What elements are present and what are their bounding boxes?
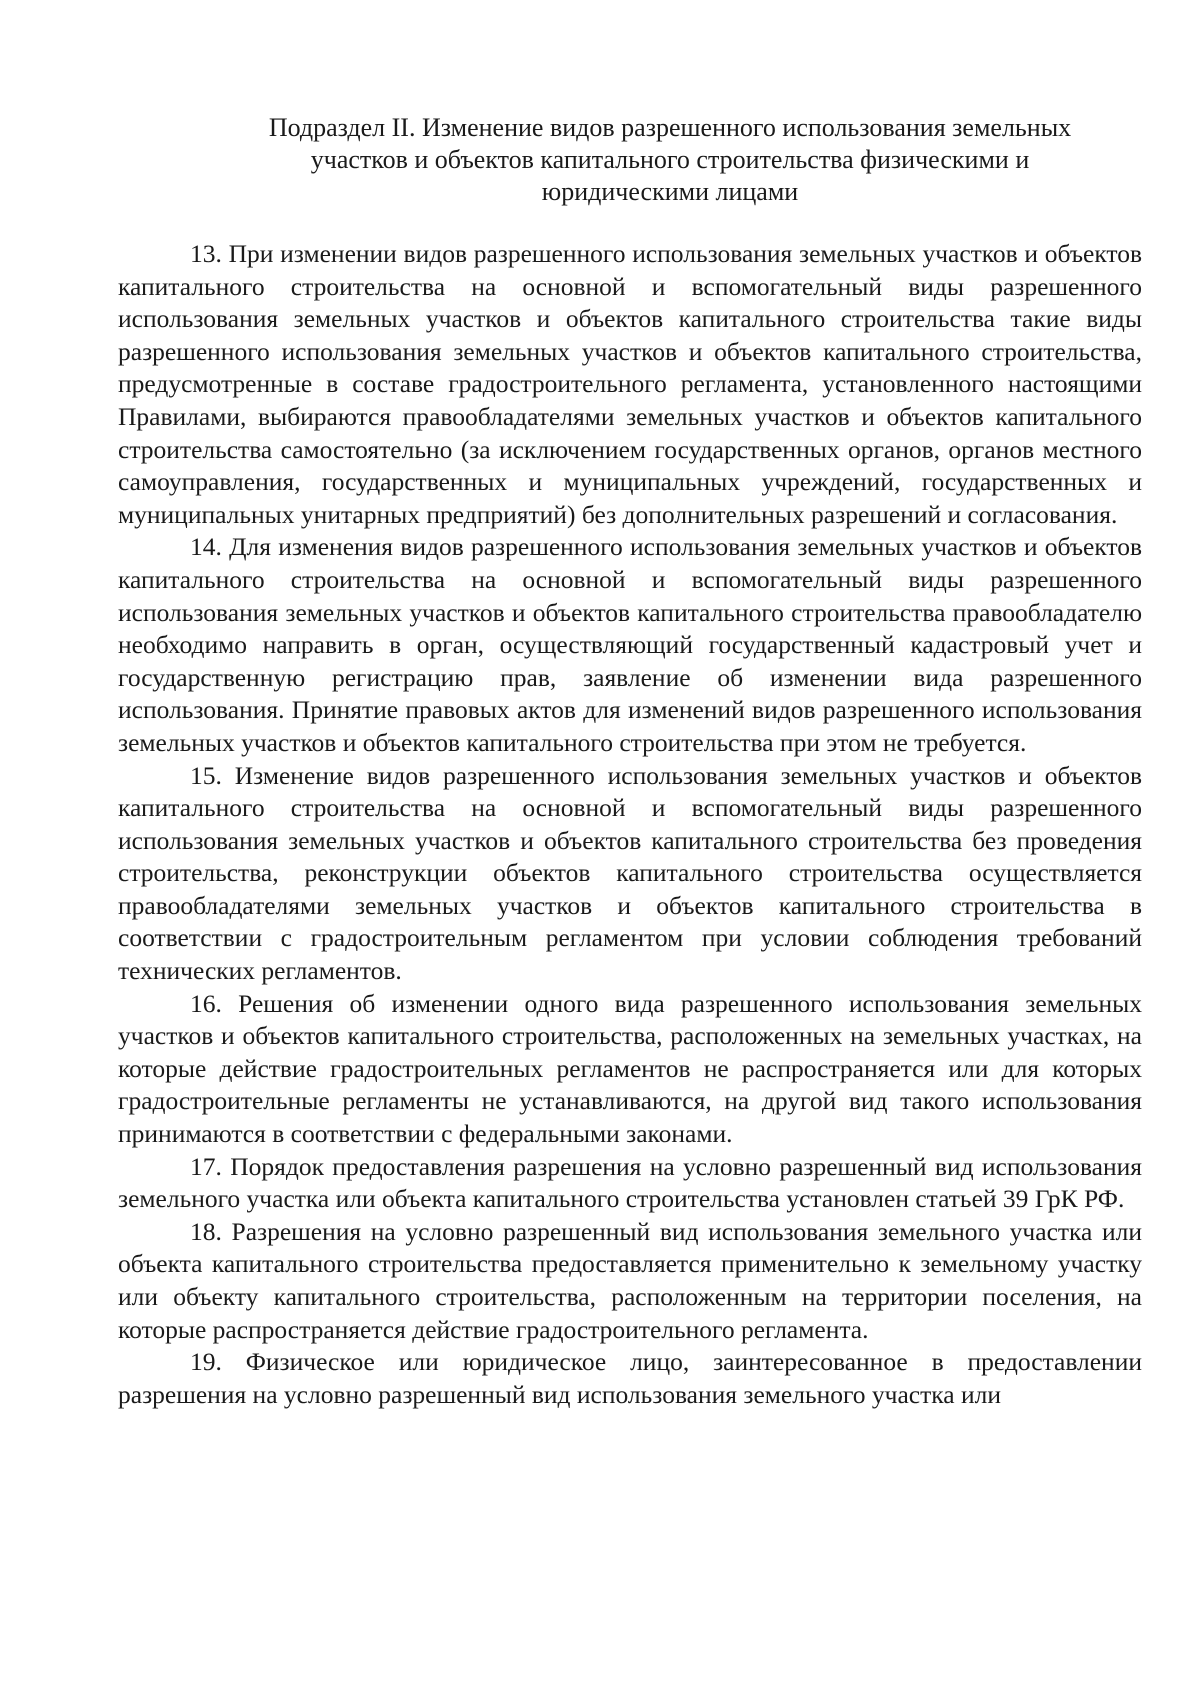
paragraph-18: 18. Разрешения на условно разрешенный вид использования земельного участка или объекта капитального строительства предоставляется применительно к земельному участку или объекту капитального строительства, расположенным на территории поселения, на которые распространяется действие градостроительного регламента. <box>118 1216 1142 1344</box>
heading-line-2: участков и объектов капитального строительства физическими и <box>310 145 1030 174</box>
paragraph-16: 16. Решения об изменении одного вида разрешенного использования земельных участков и объектов капитального строительства, расположенных на земельных участках, на которые действие градостроительных регламентов не распространяется или для которых градостроительные регламенты не устанавливаются, на другой вид такого использования принимаются в соответствии с федеральными законами. <box>118 988 1142 1149</box>
heading-line-1: Подраздел II. Изменение видов разрешенного использования земельных <box>268 113 1072 142</box>
paragraph-19: 19. Физическое или юридическое лицо, заинтересованное в предоставлении разрешения на условно разрешенный вид использования земельного участка или <box>118 1347 1142 1409</box>
paragraph-14: 14. Для изменения видов разрешенного использования земельных участков и объектов капитального строительства на основной и вспомогательный виды разрешенного использования земельных участков и объектов капитального строительства правообладателю необходимо направить в орган, осуществляющий государственный кадастровый учет и государственную регистрацию прав, заявление об изменении вида разрешенного использования. Принятие правовых актов для изменений видов разрешенного использования земельных участков и объектов капитального строительства при этом не требуется. <box>118 532 1142 757</box>
paragraph-17: 17. Порядок предоставления разрешения на условно разрешенный вид использования земельного участка или объекта капитального строительства установлен статьей 39 ГрК РФ. <box>118 1151 1142 1214</box>
heading-line-3: юридическими лицами <box>541 177 799 206</box>
section-heading <box>198 112 1142 208</box>
document-page <box>118 112 1142 1411</box>
paragraph-15: 15. Изменение видов разрешенного использования земельных участков и объектов капитального строительства на основной и вспомогательный виды разрешенного использования земельных участков и объектов капитального строительства без проведения строительства, реконструкции объектов капитального строительства осуществляется правообладателями земельных участков и объектов капитального строительства в соответствии с градостроительным регламентом при условии соблюдения требований технических регламентов. <box>118 760 1142 986</box>
paragraph-13: 13. При изменении видов разрешенного использования земельных участков и объектов капитального строительства на основной и вспомогательный виды разрешенного использования земельных участков и объектов капитального строительства такие виды разрешенного использования земельных участков и объектов капитального строительства, предусмотренные в составе градостроительного регламента, установленного настоящими Правилами, выбираются правообладателями земельных участков и объектов капитального строительства самостоятельно (за исключением государственных органов, органов местного самоуправления, государственных и муниципальных учреждений, государственных и муниципальных унитарных предприятий) без дополнительных разрешений и согласования. <box>118 239 1142 529</box>
